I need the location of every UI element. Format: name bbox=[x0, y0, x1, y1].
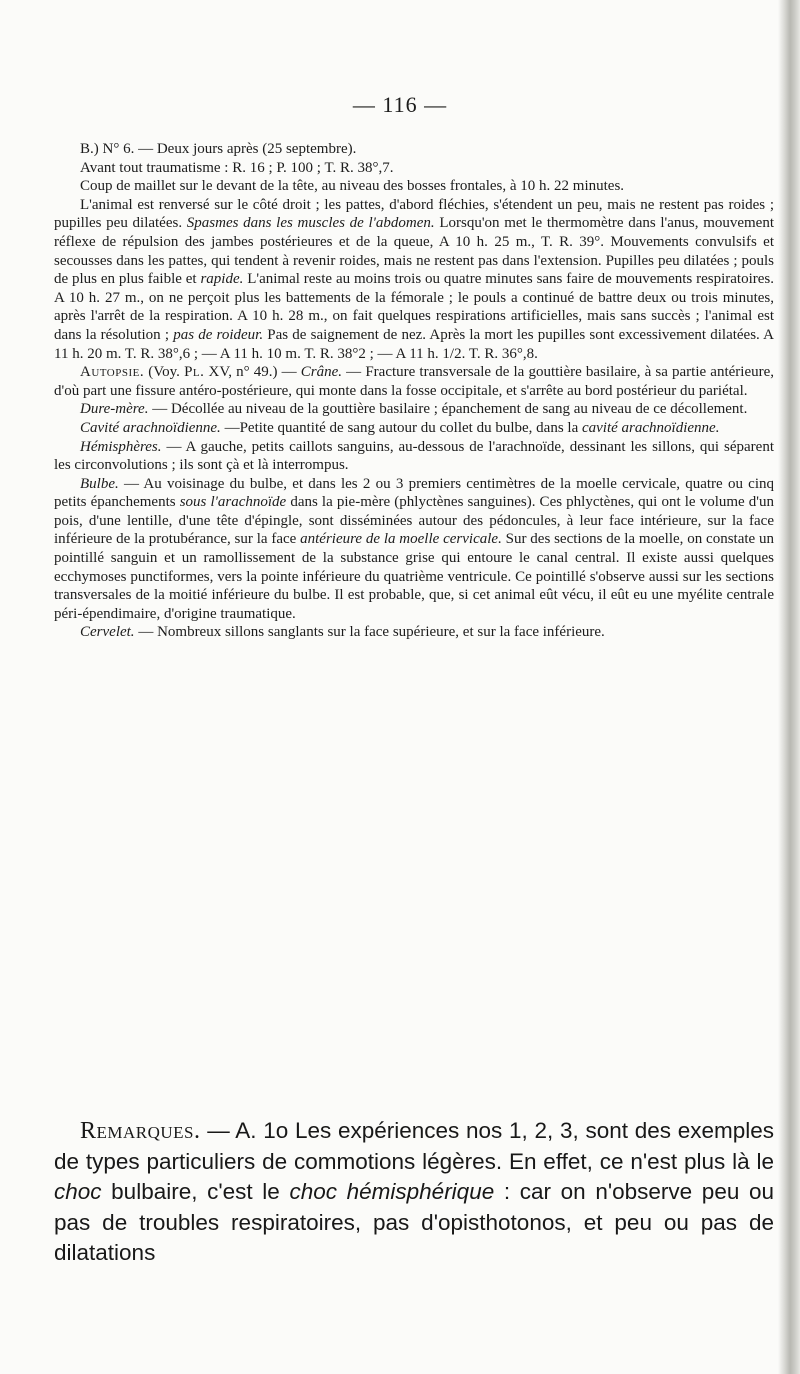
arachnoid-emphasis: cavité arachnoïdienne. bbox=[581, 419, 720, 436]
page-number: — 116 — bbox=[352, 92, 448, 117]
bulb-text-b: dans la pie-mère (phlyctènes sanguines). Ces phlyctènes, qui ont le volume d'un pois, d'une lentille, d'une tête d'épingle, sont disséminées autour des pédoncules, à leur face intérieure, sur la face inférieure de la protubérance, sur la face bbox=[54, 494, 775, 548]
remarks-paragraph bbox=[54, 1116, 774, 1269]
dura-mater-heading: Dure-mère. bbox=[80, 401, 149, 418]
autopsy-skull-paragraph bbox=[54, 363, 774, 400]
observation-text-a: L'animal est renversé sur le côté droit ; les pattes, d'abord fléchies, s'étendent un peu, mais ne restent pas roides ; pupilles peu dilatées. bbox=[54, 196, 774, 232]
dura-mater-text: — Décollée au niveau de la gouttière basilaire ; épanchement de sang au niveau de ce décollement. bbox=[148, 401, 748, 418]
bulb-text-c: Sur des sections de la moelle, on constate un pointillé sanguin et un ramollissement de la substance grise qui entoure le canal central. Il existe aussi quelques ecchymoses punctiformes, vers la pointe inférieure du quatrième ventricule. Ce pointillé s'observe aussi sur les sections transversales de la moitié inférieure du bulbe. Il est probable, que, si cet animal eût vécu, il eût eu une myélite centrale péri-épendimaire, d'origine traumatique. bbox=[54, 531, 774, 622]
case-heading bbox=[54, 140, 774, 159]
bulb-text-a: — Au voisinage du bulbe, et dans les 2 ou 3 premiers centimètres de la moelle cervicale, quatre ou cinq petits épanchements bbox=[54, 475, 774, 511]
observation-text-e: L'animal reste au moins trois ou quatre minutes sans faire de mouvements respiratoires. A 10 h. 27 m., on ne perçoit plus les battements de la fémorale ; le pouls a continué de battre deux ou trois minutes, après l'arrêt de la respiration. A 10 h. 28 m., on fait quelques respirations artificielles, mais sans succès ; l'animal est dans la résolution ; bbox=[54, 271, 775, 343]
bulb-heading: Bulbe. bbox=[80, 475, 119, 492]
observation-emphasis-rigidity: pas de roideur. bbox=[173, 326, 264, 343]
bulb-paragraph bbox=[54, 475, 774, 624]
bulb-emphasis-arachnoid: sous l'arachnoïde bbox=[179, 494, 287, 511]
trauma-description bbox=[54, 177, 774, 196]
cerebellum-heading: Cervelet. bbox=[80, 624, 135, 641]
remarks-label: Remarques. bbox=[80, 1118, 201, 1144]
baseline-measurements bbox=[54, 159, 774, 178]
baseline-text: Avant tout traumatisme : R. 16 ; P. 100 ; T. R. 38°,7. bbox=[80, 159, 394, 176]
remarks-text-a: — A. 1o Les expériences nos 1, 2, 3, sont des exemples de types particuliers de commotions légères. En effet, ce n'est plus là le bbox=[54, 1118, 774, 1174]
autopsy-text-a: (Voy. bbox=[144, 364, 185, 381]
remarks-text-c: : car on n'observe peu ou pas de troubles respiratoires, pas d'opisthotonos, et peu ou pas de dilatations bbox=[54, 1179, 775, 1265]
hemispheres-heading: Hémisphères. bbox=[80, 438, 162, 455]
dura-mater-paragraph bbox=[54, 400, 774, 419]
autopsy-label: Autopsie. bbox=[80, 364, 145, 381]
cerebellum-text: — Nombreux sillons sanglants sur la face supérieure, et sur la face inférieure. bbox=[134, 624, 605, 641]
bulb-emphasis-cervical: antérieure de la moelle cervicale. bbox=[300, 531, 502, 548]
observation-emphasis-spasms: Spasmes dans les muscles de l'abdomen. bbox=[186, 215, 435, 232]
skull-heading: Crâne. bbox=[300, 364, 343, 381]
remarks-emphasis-choc: choc bbox=[54, 1179, 102, 1204]
cerebellum-paragraph bbox=[54, 623, 774, 642]
observation-text-g: Pas de saignement de nez. Après la mort les pupilles sont excessivement dilatées. A 11 h. 20 m. T. R. 38°,6 ; — A 11 h. 10 m. T. R. 38°2 ; — A 11 h. 1/2. T. R. 36°,8. bbox=[54, 326, 774, 362]
plate-label: Pl. bbox=[184, 364, 205, 381]
observation-emphasis-rapid: rapide. bbox=[200, 271, 244, 288]
case-heading-text: B.) N° 6. — Deux jours après (25 septembre). bbox=[80, 141, 357, 157]
arachnoid-text: —Petite quantité de sang autour du collet du bulbe, dans la bbox=[220, 419, 582, 436]
skull-text: — Fracture transversale de la gouttière basilaire, à sa partie antérieure, d'où part une fissure antéro-postérieure, qui monte dans la fosse occipitale, et s'arrête au bord postérieur du pariétal. bbox=[54, 364, 775, 399]
case-report-body bbox=[54, 140, 774, 642]
remarks-emphasis-hemispheric: choc hémisphérique bbox=[289, 1179, 495, 1204]
autopsy-text-b: XV, n° 49.) — bbox=[204, 364, 301, 381]
observation-paragraph bbox=[54, 196, 774, 363]
observation-text-c: Lorsqu'on met le thermomètre dans l'anus, mouvement réflexe de répulsion des jambes postérieures et de la queue, A 10 h. 25 m., T. R. 39°. Mouvements convulsifs et secousses dans les pattes, qui tendent à revenir roides, mais ne restent pas dans l'extension. Pupilles peu dilatées ; pouls de plus en plus faible et bbox=[54, 215, 775, 288]
hemispheres-paragraph bbox=[54, 438, 774, 475]
arachnoid-paragraph bbox=[54, 419, 774, 438]
arachnoid-heading: Cavité arachnoïdienne. bbox=[80, 419, 221, 436]
hemispheres-text: — A gauche, petits caillots sanguins, au-dessous de l'arachnoïde, dessinant les sillons, qui séparent les circonvolutions ; ils sont çà et là interrompus. bbox=[54, 438, 774, 474]
trauma-text: Coup de maillet sur le devant de la tête, au niveau des bosses frontales, à 10 h. 22 minutes. bbox=[80, 178, 625, 195]
page-edge-shadow bbox=[778, 0, 800, 1374]
remarks-text-b: bulbaire, c'est le bbox=[101, 1179, 290, 1204]
remarks-section bbox=[54, 1116, 774, 1269]
